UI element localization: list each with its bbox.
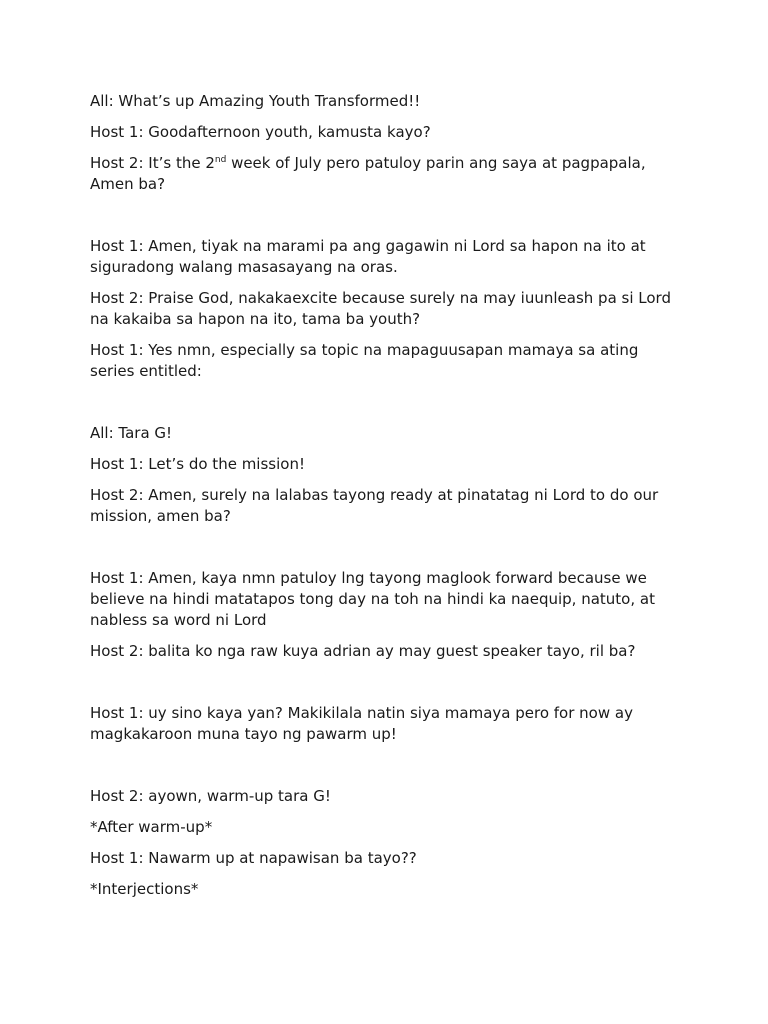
script-line-all-tara: All: Tara G! xyxy=(90,424,173,442)
stage-direction-interjections: *Interjections* xyxy=(90,880,199,898)
script-line-host2-week xyxy=(90,153,682,195)
stage-direction-after-warmup: *After warm-up* xyxy=(90,818,213,836)
script-line-host1-forward: Host 1: Amen, kaya nmn patuloy lng tayong maglook forward because we believe na hindi matatapos tong day na toh na hindi ka naequip, natuto, at nabless sa word ni Lord xyxy=(90,569,655,629)
script-line-host2-ready: Host 2: Amen, surely na lalabas tayong ready at pinatatag ni Lord to do our mission, amen ba? xyxy=(90,486,659,525)
script-line-host1-topic: Host 1: Yes nmn, especially sa topic na mapaguusapan mamaya sa ating series entitled: xyxy=(90,341,639,380)
script-line-host2-speaker: Host 2: balita ko nga raw kuya adrian ay may guest speaker tayo, ril ba? xyxy=(90,642,636,660)
script-line-host1-amen: Host 1: Amen, tiyak na marami pa ang gagawin ni Lord sa hapon na ito at siguradong walang masasayang na oras. xyxy=(90,237,646,276)
script-line-host2-week-end: week of July pero patuloy parin ang saya at pagpapala, Amen ba? xyxy=(90,154,646,193)
script-line-host1-warmup: Host 1: uy sino kaya yan? Makikilala natin siya mamaya pero for now ay magkakaroon muna tayo ng pawarm up! xyxy=(90,704,633,743)
script-line-host1-greeting: Host 1: Goodafternoon youth, kamusta kayo? xyxy=(90,123,431,141)
script-line-host2-week-start: Host 2: It’s the 2 xyxy=(90,154,215,172)
script-line-all-greeting: All: What’s up Amazing Youth Transformed!! xyxy=(90,92,421,110)
ordinal-suffix: nd xyxy=(214,155,227,165)
script-line-host2-ayown: Host 2: ayown, warm-up tara G! xyxy=(90,787,331,805)
script-body xyxy=(90,91,682,910)
script-line-host2-praise: Host 2: Praise God, nakakaexcite because surely na may iuunleash pa si Lord na kakaiba sa hapon na ito, tama ba youth? xyxy=(90,289,671,328)
script-line-host1-mission: Host 1: Let’s do the mission! xyxy=(90,455,305,473)
script-line-host1-napawisan: Host 1: Nawarm up at napawisan ba tayo?? xyxy=(90,849,417,867)
